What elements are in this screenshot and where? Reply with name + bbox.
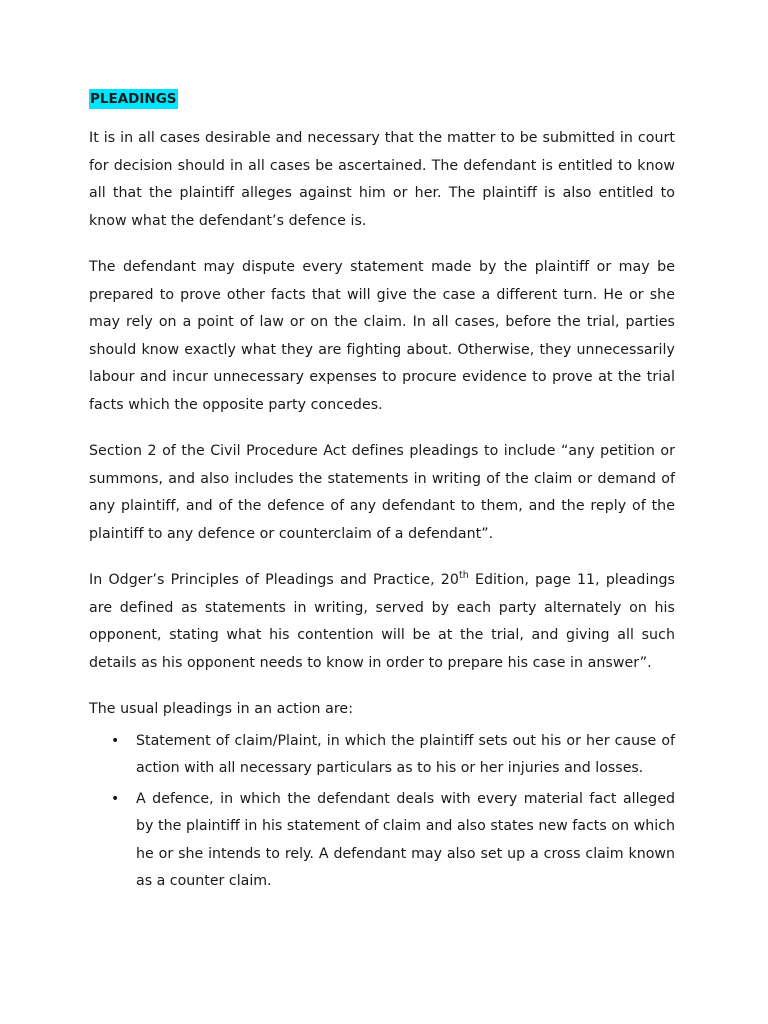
page-title: PLEADINGS <box>90 91 177 107</box>
document-page <box>89 88 675 899</box>
bullet-icon: • <box>111 790 120 807</box>
list-item <box>89 786 675 896</box>
list-item-text: A defence, in which the defendant deals with every material fact alleged by the plaintiff in his statement of claim and also states new facts on which he or she intends to rely. A defendant may also set up a cross claim known as a counter claim. <box>136 790 675 889</box>
pleadings-list <box>89 728 675 896</box>
odgers-text-start: In Odger’s Principles of Pleadings and Practice, 20 <box>89 572 459 588</box>
bullet-icon: • <box>111 732 120 749</box>
odgers-text-end: Edition, page 11, pleadings are defined as statements in writing, served by each party alternately on his opponent, stating what his contention will be at the trial, and giving all such details as his opponent needs to know in order to prepare his case in answer”. <box>89 572 675 671</box>
paragraph-civil-procedure-act: Section 2 of the Civil Procedure Act defines pleadings to include “any petition or summons, and also includes the statements in writing of the claim or demand of any plaintiff, and of the defence of any defendant to them, and the reply of the plaintiff to any defence or counterclaim of a defendant”. <box>89 443 675 542</box>
paragraph-odgers-definition <box>89 567 675 677</box>
list-item <box>89 728 675 783</box>
list-item-text: Statement of claim/Plaint, in which the plaintiff sets out his or her cause of action with all necessary particulars as to his or her injuries and losses. <box>136 732 675 776</box>
paragraph-intro: It is in all cases desirable and necessary that the matter to be submitted in court for decision should in all cases be ascertained. The defendant is entitled to know all that the plaintiff alleges against him or her. The plaintiff is also entitled to know what the defendant’s defence is. <box>89 130 675 229</box>
paragraph-dispute: The defendant may dispute every statement made by the plaintiff or may be prepared to prove other facts that will give the case a different turn. He or she may rely on a point of law or on the claim. In all cases, before the trial, parties should know exactly what they are fighting about. Otherwise, they unnecessarily labour and incur unnecessary expenses to procure evidence to prove at the trial facts which the opposite party concedes. <box>89 259 675 413</box>
ordinal-suffix: th <box>458 570 469 581</box>
list-intro: The usual pleadings in an action are: <box>89 701 354 717</box>
